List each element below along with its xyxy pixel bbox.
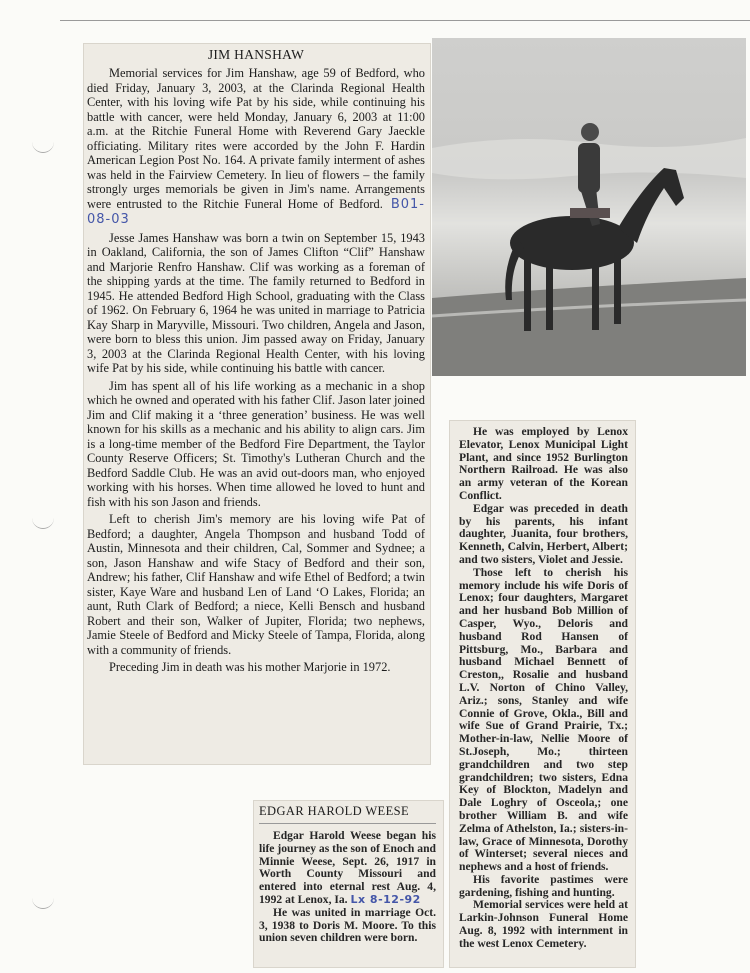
binder-hole-bottom <box>32 892 54 909</box>
obituary-title: JIM HANSHAW <box>207 47 305 62</box>
obituary-paragraph: He was united in marriage Oct. 3, 1938 to Doris M. Moore. To this union seven children were born. <box>259 905 436 945</box>
obituary-paragraph: His favorite pastimes were gardening, fishing and hunting. <box>459 872 628 899</box>
handwritten-date-note: B01-08-03 <box>87 196 425 227</box>
obituary-paragraph: He was employed by Lenox Elevator, Lenox Municipal Light Plant, and since 1952 Burlington Northern Railroad. He was also an army veteran of the Korean Conflict. <box>459 425 628 502</box>
page-top-rule <box>60 20 750 21</box>
obituary-paragraph: Those left to cherish his memory include his wife Doris of Lenox; four daughters, Margaret and her husband Bob Million of Casper, Wyo., Deloris and husband Rod Hansen of Pittsburg, Mo., Barbara and husband Michael Bennett of Creston,, Rosalie and husband L.V. Norton of Chino Valley, Ariz.; sons, Stanley and wife Connie of Grove, Okla., Bill and wife Sue of Grand Prairie, Tx.; Mother-in-law, Nellie Moore of St.Joseph, Mo.; thirteen grandchildren and two step grandchildren; two sisters, Edna Key of Blockton, Madelyn and Dale Loghry of Osceola,; one brother William B. and wife Zelma of Athelston, Ia.; sisters-in-law, Grace of Minnesota, Dorothy of Winterset; several nieces and nephews and a host of friends. <box>459 565 628 874</box>
obituary-paragraph <box>87 66 425 228</box>
obituary-paragraph: Jim has spent all of his life working as a mechanic in a shop which he owned and operated with his father Clif. Jason later joined Jim and Clif making it a ‘three generation’ business. He was well known for his skills as a mechanic and his ability to align cars. Jim is a long-time member of the Bedford Fire Department, the Taylor County Reserve Officers; St. Timothy's Lutheran Church and the Bedford Saddle Club. He was an avid out-doors man, who enjoyed working with his horses. When time allowed he loved to hunt and fish with his son Jason and friends. <box>87 378 425 509</box>
horse-rider-illustration <box>432 38 746 376</box>
obituary-paragraph <box>259 830 436 907</box>
paragraph-text: Edgar Harold Weese began his life journey as the son of Enoch and Minnie Weese, Sept. 26, 1917 in Worth County Missouri and entered into eternal rest Aug. 4, 1992 at Lenox, Ia. <box>259 829 436 906</box>
obituary-paragraph: Edgar was preceded in death by his parents, his infant daughter, Juanita, four brothers, Kenneth, Calvin, Herbert, Albert; and two sisters, Violet and Jessie. <box>459 501 628 566</box>
obituary-paragraph: Jesse James Hanshaw was born a twin on September 15, 1943 in Oakland, California, the son of James Clifton “Clif” Hanshaw and Marjorie Renfro Hanshaw. Clif was working as a foreman of the shipping yards at the time. The family returned to Bedford in 1945. He attended Bedford High School, graduating with the Class of 1962. On February 6, 1964 he was united in marriage to Patricia Kay Sharp in Maryville, Missouri. Two children, Angela and Jason, were born to bless this union. Jim passed away on Friday, January 3, 2003 at the Clarinda Regional Health Center, with his loving wife Pat by his side, while continuing his battle with cancer. <box>87 230 425 375</box>
obituary-paragraph: Memorial services were held at Larkin-Johnson Funeral Home Aug. 8, 1992 with internment in the west Lenox Cemetery. <box>459 898 628 950</box>
paragraph-text: Memorial services for Jim Hanshaw, age 59 of Bedford, who died Friday, January 3, 2003, at the Clarinda Regional Health Center, with his loving wife Pat by his side, while continuing his battle with cancer, were held Monday, January 6, 2003 at 11:00 a.m. at the Ritchie Funeral Home with Reverend Gary Jaeckle officiating. Military rites were accorded by the John F. Hardin American Legion Post No. 164. A private family interment of ashes was held in the Fairview Cemetery. In lieu of flowers – the family strongly urges memorials be given in Jim's name. Arrangements were entrusted to the Ritchie Funeral Home of Bedford. <box>87 66 425 211</box>
obituary-title: EDGAR HAROLD WEESE <box>259 804 436 824</box>
obituary-paragraph: Preceding Jim in death was his mother Marjorie in 1972. <box>109 660 391 674</box>
edgar-weese-obituary <box>253 800 444 968</box>
jim-hanshaw-obituary <box>83 43 431 765</box>
handwritten-date-note: Lx 8-12-92 <box>350 892 421 906</box>
edgar-weese-obituary-continued <box>449 420 636 968</box>
binder-hole-middle <box>32 512 54 529</box>
obituary-paragraph: Left to cherish Jim's memory are his loving wife Pat of Bedford; a daughter, Angela Thompson and husband Todd of Austin, Minnesota and their children, Cal, Sommer and Sydnee; a son, Jason Hanshaw and wife Stacy of Bedford and their son, Andrew; his father, Clif Hanshaw and wife Ethel of Bedford; a twin sister, Kaye Ware and husband Len of Land ‘O Lakes, Florida; an aunt, Ruth Clark of Bedford; a niece, Kelli Bensch and husband Robert and their son, Walker of Jupiter, Florida; two nephews, Jamie Steele of Bedford and Micky Steele of Tampa, Florida, along with a community of friends. <box>87 512 425 657</box>
horse-rider-photo <box>432 38 746 376</box>
binder-hole-top <box>32 136 54 153</box>
